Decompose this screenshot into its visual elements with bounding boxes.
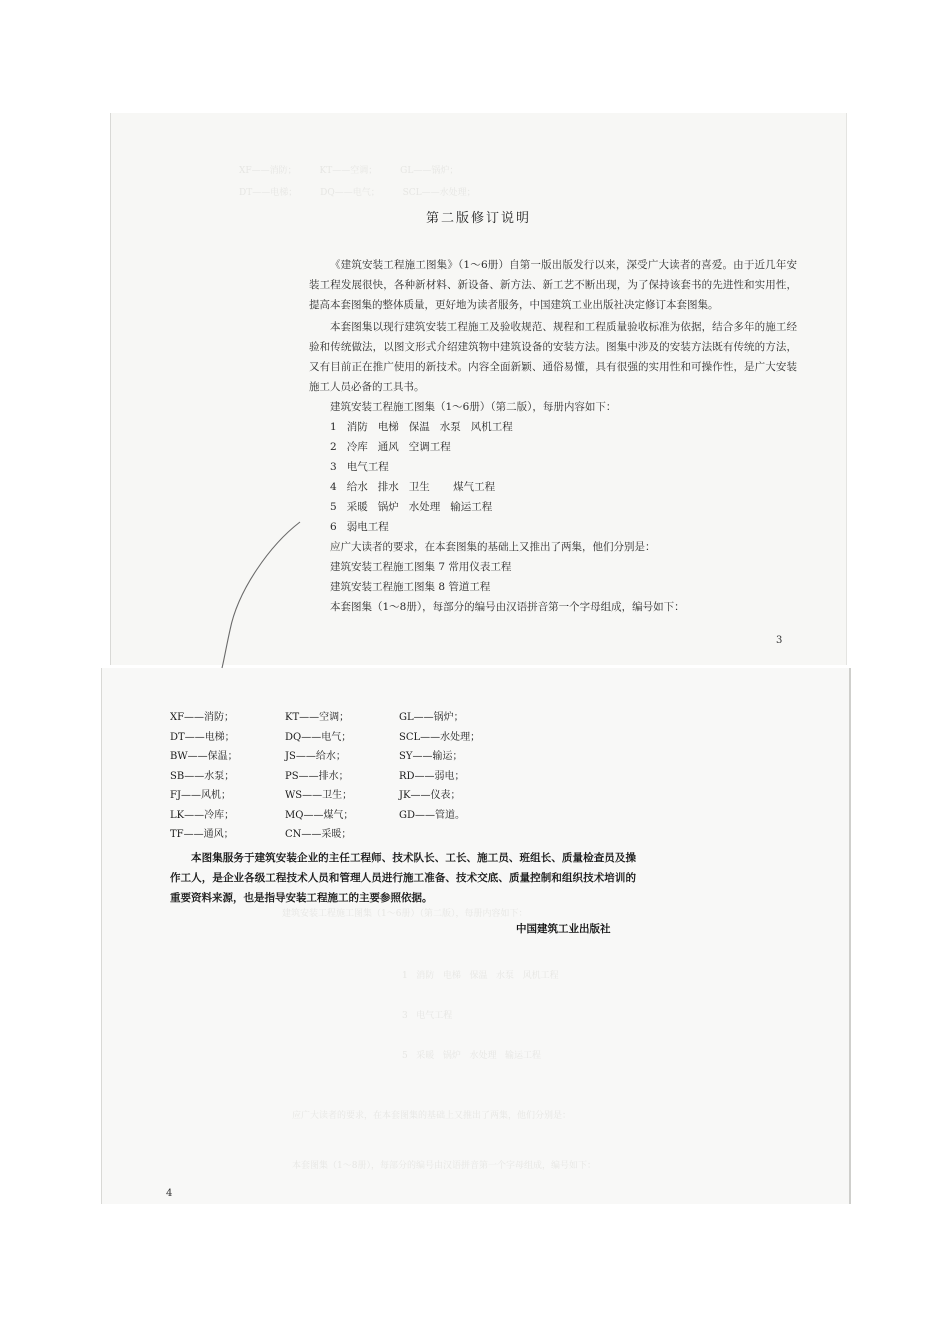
code-item: DQ——电气；	[285, 731, 352, 743]
code-item: SY——输运；	[399, 751, 463, 762]
code-item: MQ——煤气；	[285, 809, 354, 821]
intro-block	[309, 255, 797, 617]
volume-item: 5 采暖 锅炉 水处理 输运工程	[330, 501, 493, 513]
volume-item: 1 消防 电梯 保温 水泵 风机工程	[330, 421, 513, 433]
code-item: TF——通风；	[170, 829, 234, 840]
closing-paragraph: 本图集服务于建筑安装企业的主任工程师、技术队长、工长、施工员、班组长、质量检查员及操作工人，是企业各级工程技术人员和管理人员进行施工准备、技术交底、质量控制和组织技术培训的重要资料来源，也是指导安装工程施工的主要参照依据。	[170, 852, 636, 904]
code-item: DT——电梯；	[170, 731, 235, 743]
code-item: RD——弱电；	[399, 770, 465, 782]
bleed-through-text: DT——电梯； DQ——电气； SCL——水处理；	[239, 188, 476, 198]
code-intro: 本套图集（1～8册），每部分的编号由汉语拼音第一个字母组成，编号如下：	[330, 601, 685, 613]
code-item: PS——排水；	[285, 770, 349, 782]
code-item: SB——水泵；	[170, 770, 235, 782]
bleed-through-text: 1 消防 电梯 保温 水泵 风机工程	[402, 971, 559, 981]
bleed-through-text: 建筑安装工程施工图集（1～6册）（第二版），每册内容如下：	[282, 909, 528, 919]
extra-volume-item: 建筑安装工程施工图集 7 常用仪表工程	[330, 561, 512, 573]
volume-item: 2 冷库 通风 空调工程	[330, 441, 451, 453]
page-number: 4	[166, 1188, 173, 1199]
volume-item: 6 弱电工程	[330, 521, 389, 533]
code-item: FJ——风机；	[170, 790, 231, 801]
volume-list	[309, 417, 797, 537]
volume-list-intro: 建筑安装工程施工图集（1～6册）（第二版），每册内容如下：	[330, 401, 617, 413]
bleed-through-text: 本套图集（1～8册），每部分的编号由汉语拼音第一个字母组成，编号如下：	[292, 1161, 596, 1171]
extra-volume-item: 建筑安装工程施工图集 8 管道工程	[330, 581, 491, 593]
code-item: GL——锅炉；	[399, 712, 464, 723]
page-number: 3	[776, 635, 783, 646]
publisher-signature: 中国建筑工业出版社	[516, 923, 611, 935]
code-item: SCL——水处理；	[399, 731, 481, 743]
code-item: CN——采暖；	[285, 829, 352, 840]
closing-block	[170, 848, 636, 908]
code-item: BW——保温；	[170, 751, 238, 762]
extra-volumes-intro: 应广大读者的要求，在本套图集的基础上又推出了两集，他们分别是：	[330, 541, 656, 553]
code-item: GD——管道。	[399, 809, 466, 821]
page-4-scan	[101, 668, 851, 1204]
volume-item: 4 给水 排水 卫生 煤气工程	[330, 481, 496, 493]
volume-item: 3 电气工程	[330, 461, 389, 473]
code-item: JK——仪表；	[399, 790, 461, 801]
code-item: LK——冷库；	[170, 809, 235, 821]
description-paragraph: 本套图集以现行建筑安装工程施工及验收规范、规程和工程质量验收标准为依据，结合多年的施工经验和传统做法，以图文形式介绍建筑物中建筑设备的安装方法。图集中涉及的安装方法既有传统的方法，又有目前正在推广使用的新技术。内容全面新颖、通俗易懂，具有很强的实用性和可操作性，是广大安装施工人员必备的工具书。	[309, 321, 797, 393]
code-item: KT——空调；	[285, 712, 350, 723]
page-3-scan	[110, 113, 847, 665]
extra-volume-list	[309, 557, 797, 597]
bleed-through-text: XF——消防； KT——空调； GL——锅炉；	[239, 166, 459, 176]
bleed-through-text: 应广大读者的要求，在本套图集的基础上又推出了两集，他们分别是：	[292, 1111, 572, 1121]
code-item: XF——消防；	[170, 712, 235, 723]
code-column-1	[170, 708, 238, 845]
page-title: 第二版修订说明	[425, 211, 531, 226]
code-item: JS——给水；	[285, 751, 346, 762]
intro-paragraph: 《建筑安装工程施工图集》（1～6册）自第一版出版发行以来，深受广大读者的喜爱。由于近几年安装工程发展很快，各种新材料、新设备、新方法、新工艺不断出现，为了保持该套书的先进性和实用性，提高本套图集的整体质量，更好地为读者服务，中国建筑工业出版社决定修订本套图集。	[309, 259, 797, 311]
code-item: WS——卫生；	[285, 790, 353, 801]
bleed-through-text: 3 电气工程	[402, 1011, 453, 1021]
code-column-2	[285, 708, 353, 845]
code-column-3	[399, 708, 480, 825]
bleed-through-text: 5 采暖 锅炉 水处理 输运工程	[402, 1051, 542, 1061]
